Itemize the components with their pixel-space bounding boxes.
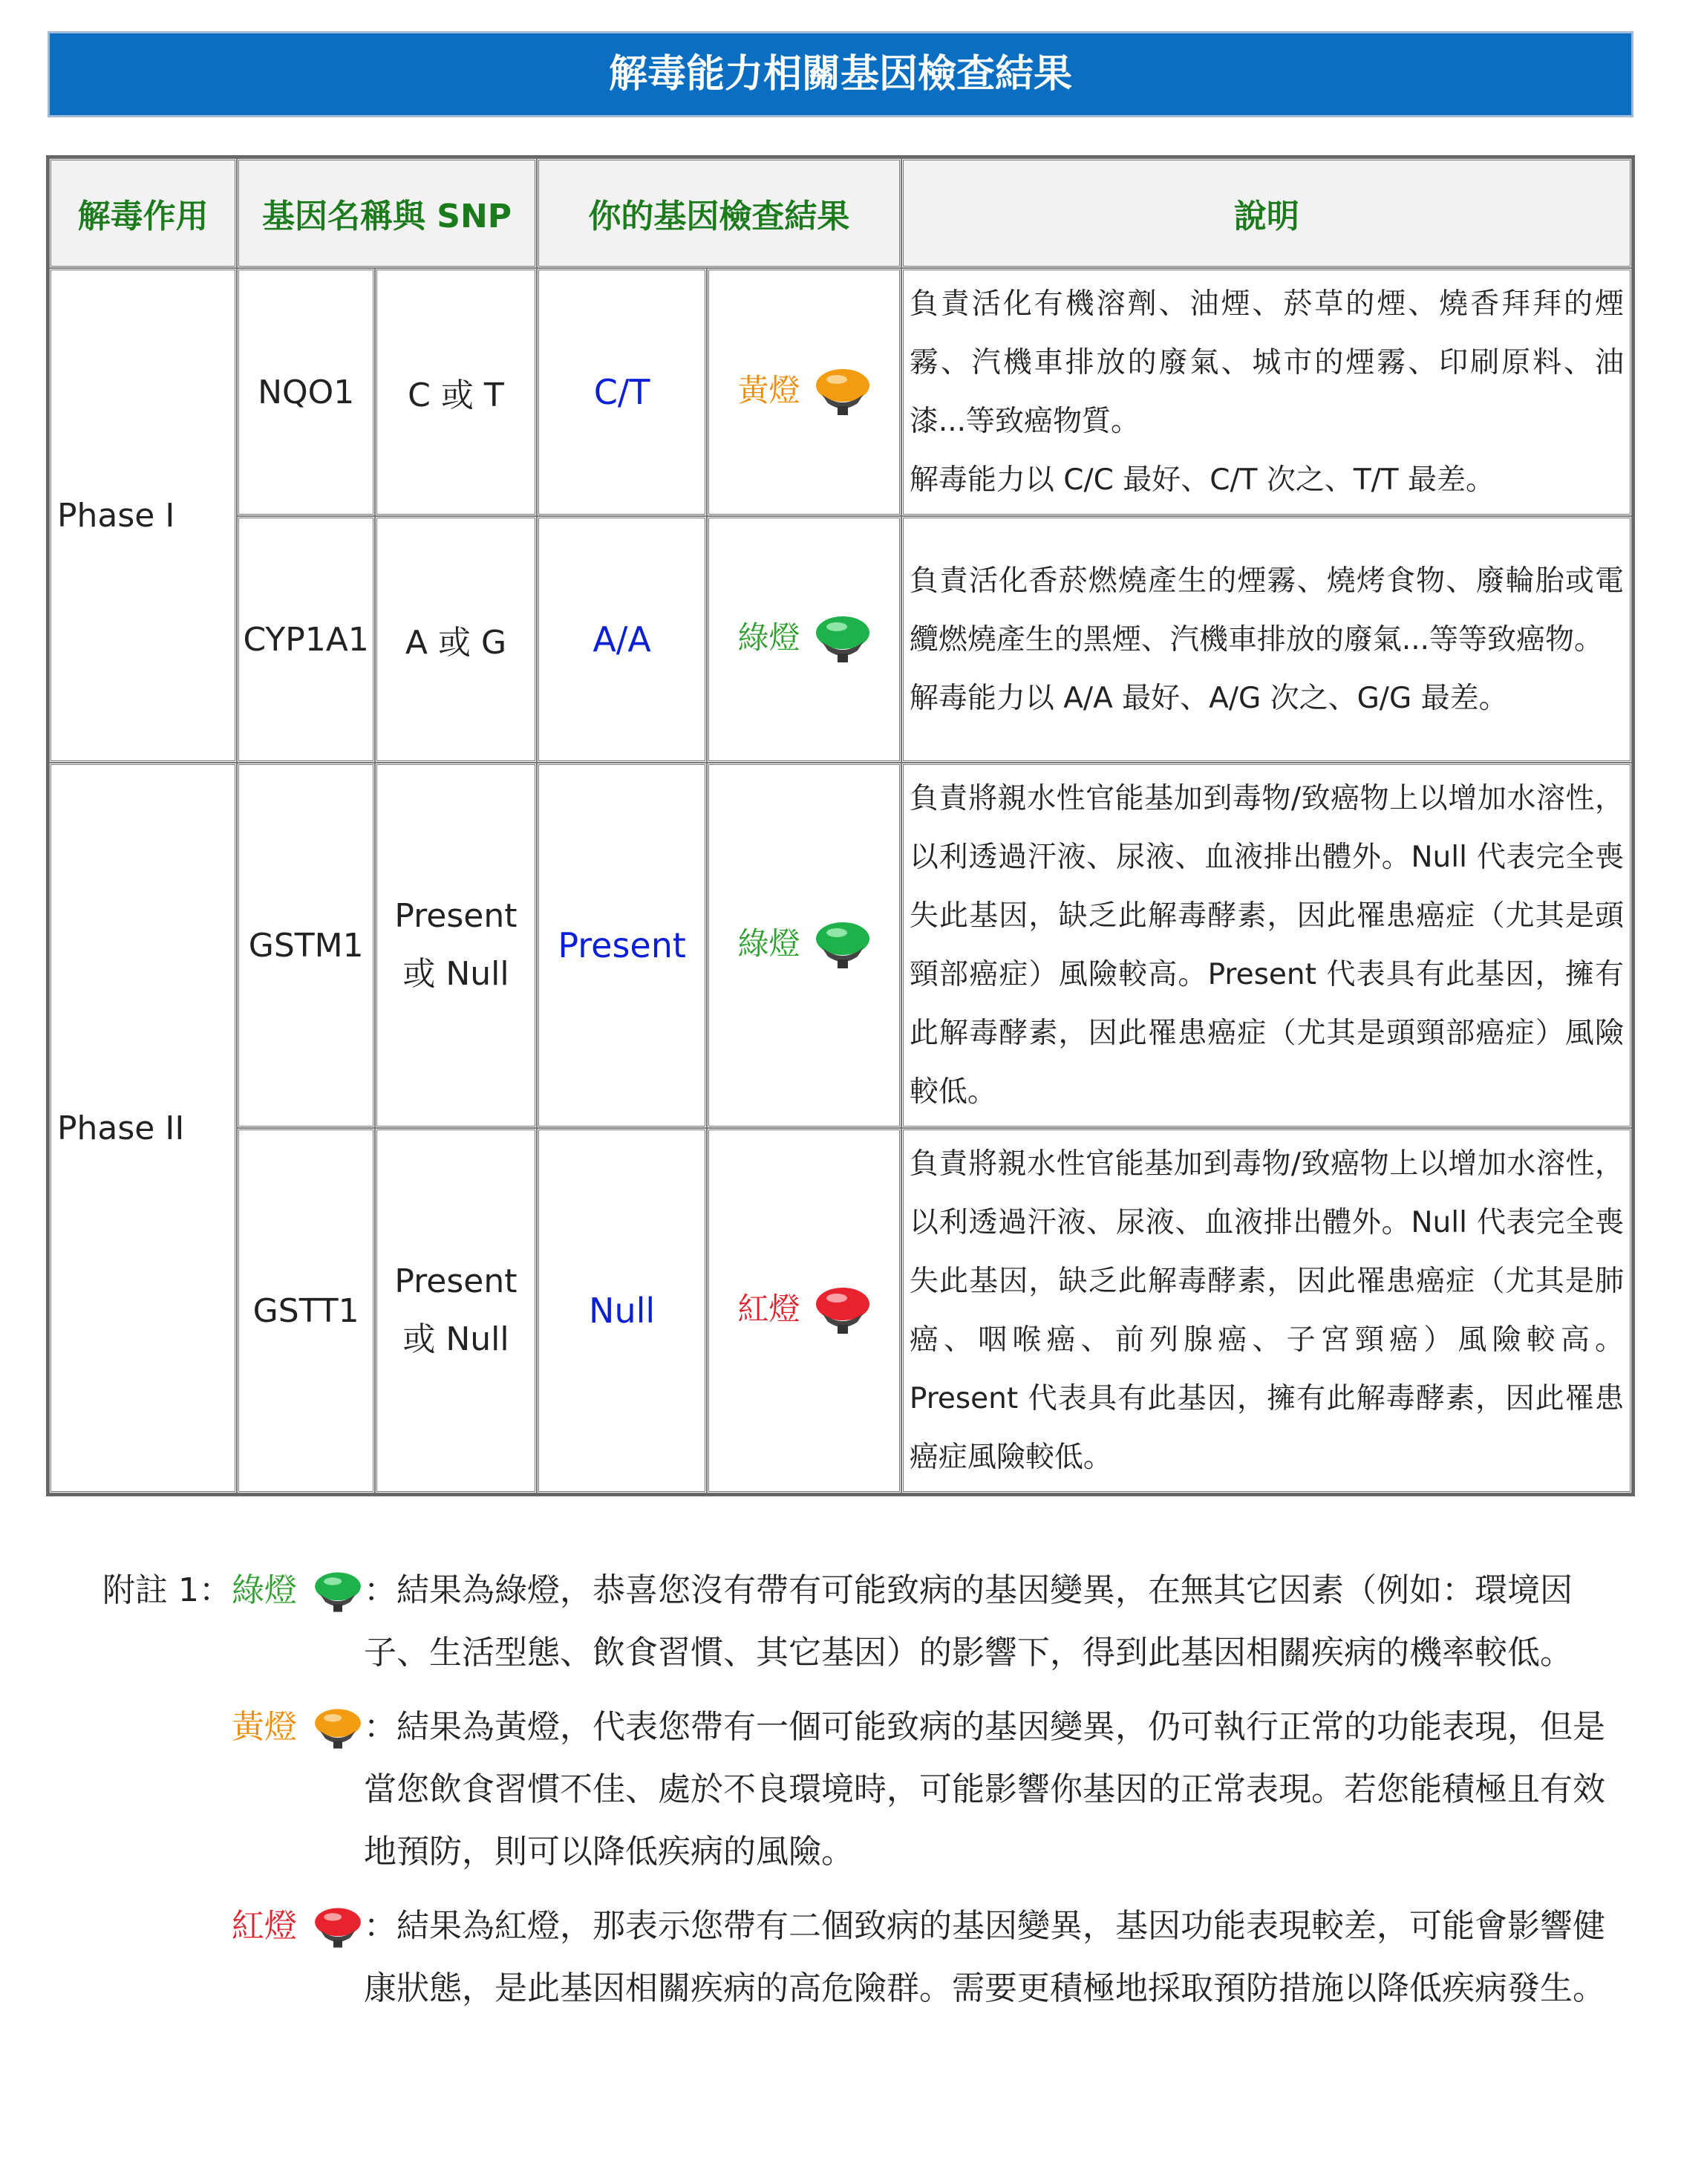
genotype-result: C/T — [537, 268, 708, 516]
snp-alleles: Present 或 Null — [375, 1128, 537, 1493]
genotype-result: Null — [537, 1128, 708, 1493]
light-status — [707, 268, 901, 516]
red-lamp-icon — [312, 1906, 364, 1950]
header-gene-snp: 基因名稱與 SNP — [237, 158, 537, 268]
note-green — [67, 1559, 1633, 1684]
header-your-result: 你的基因檢查結果 — [537, 158, 901, 268]
light-label: 綠燈 — [737, 925, 800, 962]
gene-name: CYP1A1 — [237, 516, 375, 763]
phase-1-cell: Phase I — [49, 268, 237, 763]
description: 負責將親水性官能基加到毒物/致癌物上以增加水溶性，以利透過汗液、尿液、血液排出體外。Null 代表完全喪失此基因，缺乏此解毒酵素，因此罹患癌症（尤其是肺癌、咽喉癌、前列腺癌、子宮頸癌）風險較高。Present 代表具有此基因，擁有此解毒酵素，因此罹患癌症風險較低。 — [901, 1128, 1632, 1493]
description: 負責將親水性官能基加到毒物/致癌物上以增加水溶性，以利透過汗液、尿液、血液排出體外。Null 代表完全喪失此基因，缺乏此解毒酵素，因此罹患癌症（尤其是頭頸部癌症）風險較高。Present 代表具有此基因，擁有此解毒酵素，因此罹患癌症（尤其是頭頸部癌症）風險較低。 — [901, 763, 1632, 1128]
snp-alleles: C 或 T — [375, 268, 537, 516]
header-description: 說明 — [901, 158, 1632, 268]
green-lamp-icon — [815, 613, 871, 665]
genotype-result: A/A — [537, 516, 708, 763]
gene-name: GSTT1 — [237, 1128, 375, 1493]
red-label: 紅燈 — [232, 1907, 297, 1945]
genotype-result: Present — [537, 763, 708, 1128]
table-row — [49, 1128, 1632, 1493]
note-red — [67, 1895, 1633, 2020]
green-lamp-icon — [815, 919, 871, 971]
table-header-row — [49, 158, 1632, 268]
light-status — [707, 1128, 901, 1493]
gene-name: GSTM1 — [237, 763, 375, 1128]
yellow-note-text: ：結果為黃燈，代表您帶有一個可能致病的基因變異，仍可執行正常的功能表現，但是當您飲食習慣不佳、處於不良環境時，可能影響你基因的正常表現。若您能積極且有效地預防，則可以降低疾病的風險。 — [364, 1708, 1605, 1871]
description: 負責活化香菸燃燒產生的煙霧、燒烤食物、廢輪胎或電纜燃燒產生的黑煙、汽機車排放的廢氣...等等致癌物。 解毒能力以 A/A 最好、A/G 次之、G/G 最差。 — [901, 516, 1632, 763]
notes-prefix: 附註 1： — [102, 1571, 232, 1609]
light-status — [707, 763, 901, 1128]
yellow-lamp-icon — [312, 1707, 364, 1751]
legend-notes — [67, 1559, 1633, 2020]
phase-2-cell: Phase II — [49, 763, 237, 1493]
header-detox-function: 解毒作用 — [49, 158, 237, 268]
table-row — [49, 268, 1632, 516]
green-lamp-icon — [312, 1570, 364, 1614]
snp-alleles: Present 或 Null — [375, 763, 537, 1128]
yellow-lamp-icon — [815, 366, 871, 418]
gene-result-table — [46, 155, 1635, 1496]
green-note-text: ：結果為綠燈，恭喜您沒有帶有可能致病的基因變異，在無其它因素（例如：環境因子、生活型態、飲食習慣、其它基因）的影響下，得到此基因相關疾病的機率較低。 — [364, 1571, 1573, 1672]
light-status — [707, 516, 901, 763]
red-lamp-icon — [815, 1285, 871, 1337]
gene-name: NQO1 — [237, 268, 375, 516]
red-note-text: ：結果為紅燈，那表示您帶有二個致病的基因變異，基因功能表現較差，可能會影響健康狀態，是此基因相關疾病的高危險群。需要更積極地採取預防措施以降低疾病發生。 — [364, 1907, 1605, 2007]
description: 負責活化有機溶劑、油煙、菸草的煙、燒香拜拜的煙霧、汽機車排放的廢氣、城市的煙霧、印刷原料、油漆...等致癌物質。 解毒能力以 C/C 最好、C/T 次之、T/T 最差。 — [901, 268, 1632, 516]
table-row — [49, 516, 1632, 763]
note-yellow — [67, 1696, 1633, 1883]
green-label: 綠燈 — [232, 1571, 297, 1609]
table-row — [49, 763, 1632, 1128]
light-label: 紅燈 — [737, 1290, 800, 1327]
light-label: 黃燈 — [737, 371, 800, 408]
yellow-label: 黃燈 — [232, 1708, 297, 1746]
snp-alleles: A 或 G — [375, 516, 537, 763]
page-title-banner: 解毒能力相關基因檢查結果 — [48, 31, 1633, 117]
light-label: 綠燈 — [737, 619, 800, 656]
